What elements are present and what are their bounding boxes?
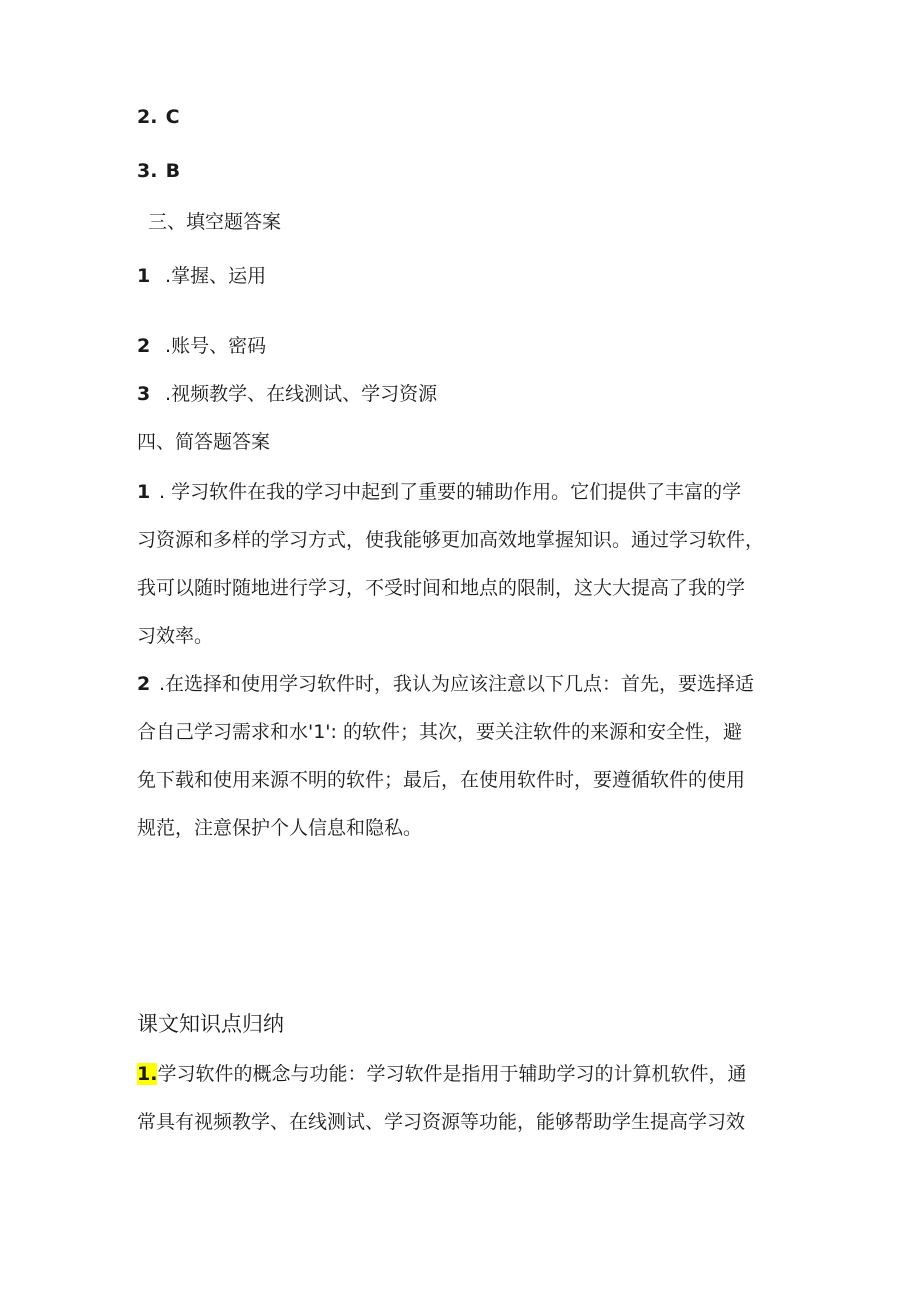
- item-text: .账号、密码: [165, 335, 267, 357]
- paragraph-line: 常具有视频教学、在线测试、学习资源等功能，能够帮助学生提高学习效: [137, 1111, 746, 1133]
- item-number: 1: [137, 265, 151, 287]
- summary-item-1: [137, 1062, 787, 1158]
- paragraph-line: 习资源和多样的学习方式，使我能够更加高效地掌握知识。通过学习软件，: [137, 529, 765, 551]
- section3-heading: 三、填空题答案: [148, 211, 282, 233]
- paragraph-line: 1.学习软件的概念与功能：学习软件是指用于辅助学习的计算机软件，通: [137, 1063, 747, 1085]
- paragraph-line: 合自己学习需求和水'1': 的软件；其次，要关注软件的来源和安全性，避: [137, 721, 742, 743]
- paragraph-line: 1 . 学习软件在我的学习中起到了重要的辅助作用。它们提供了丰富的学: [137, 481, 742, 503]
- mc-answer-2: [137, 105, 180, 129]
- paragraph-line: 2 .在选择和使用学习软件时，我认为应该注意以下几点：首先，要选择适: [137, 673, 755, 695]
- paragraph-line: 免下载和使用来源不明的软件；最后，在使用软件时，要遵循软件的使用: [137, 769, 746, 791]
- item-number: 3: [137, 383, 151, 405]
- mc-answer-3: [137, 159, 180, 183]
- item-number: 1: [137, 481, 151, 503]
- paragraph-line: 规范，注意保护个人信息和隐私。: [137, 817, 423, 839]
- fill-answer-3: [137, 382, 437, 406]
- paragraph-line: 习效率。: [137, 625, 214, 647]
- short-answer-2: [137, 672, 787, 864]
- answer-number: 2.: [137, 106, 158, 128]
- paragraph-line: 我可以随时随地进行学习，不受时间和地点的限制，这大大提高了我的学: [137, 577, 746, 599]
- item-number: 2: [137, 335, 151, 357]
- answer-letter: B: [165, 160, 181, 182]
- fill-answer-1: [137, 264, 266, 288]
- highlighted-item-number: 1.: [137, 1063, 158, 1085]
- section4-heading: 四、简答题答案: [137, 431, 271, 453]
- item-number: 2: [137, 673, 151, 695]
- summary-heading: 课文知识点归纳: [137, 1012, 284, 1036]
- short-answer-1: [137, 480, 787, 672]
- item-text: .掌握、运用: [165, 265, 267, 287]
- fill-answer-2: [137, 334, 266, 358]
- item-text: .视频教学、在线测试、学习资源: [165, 383, 438, 405]
- answer-number: 3.: [137, 160, 158, 182]
- answer-letter: C: [165, 106, 180, 128]
